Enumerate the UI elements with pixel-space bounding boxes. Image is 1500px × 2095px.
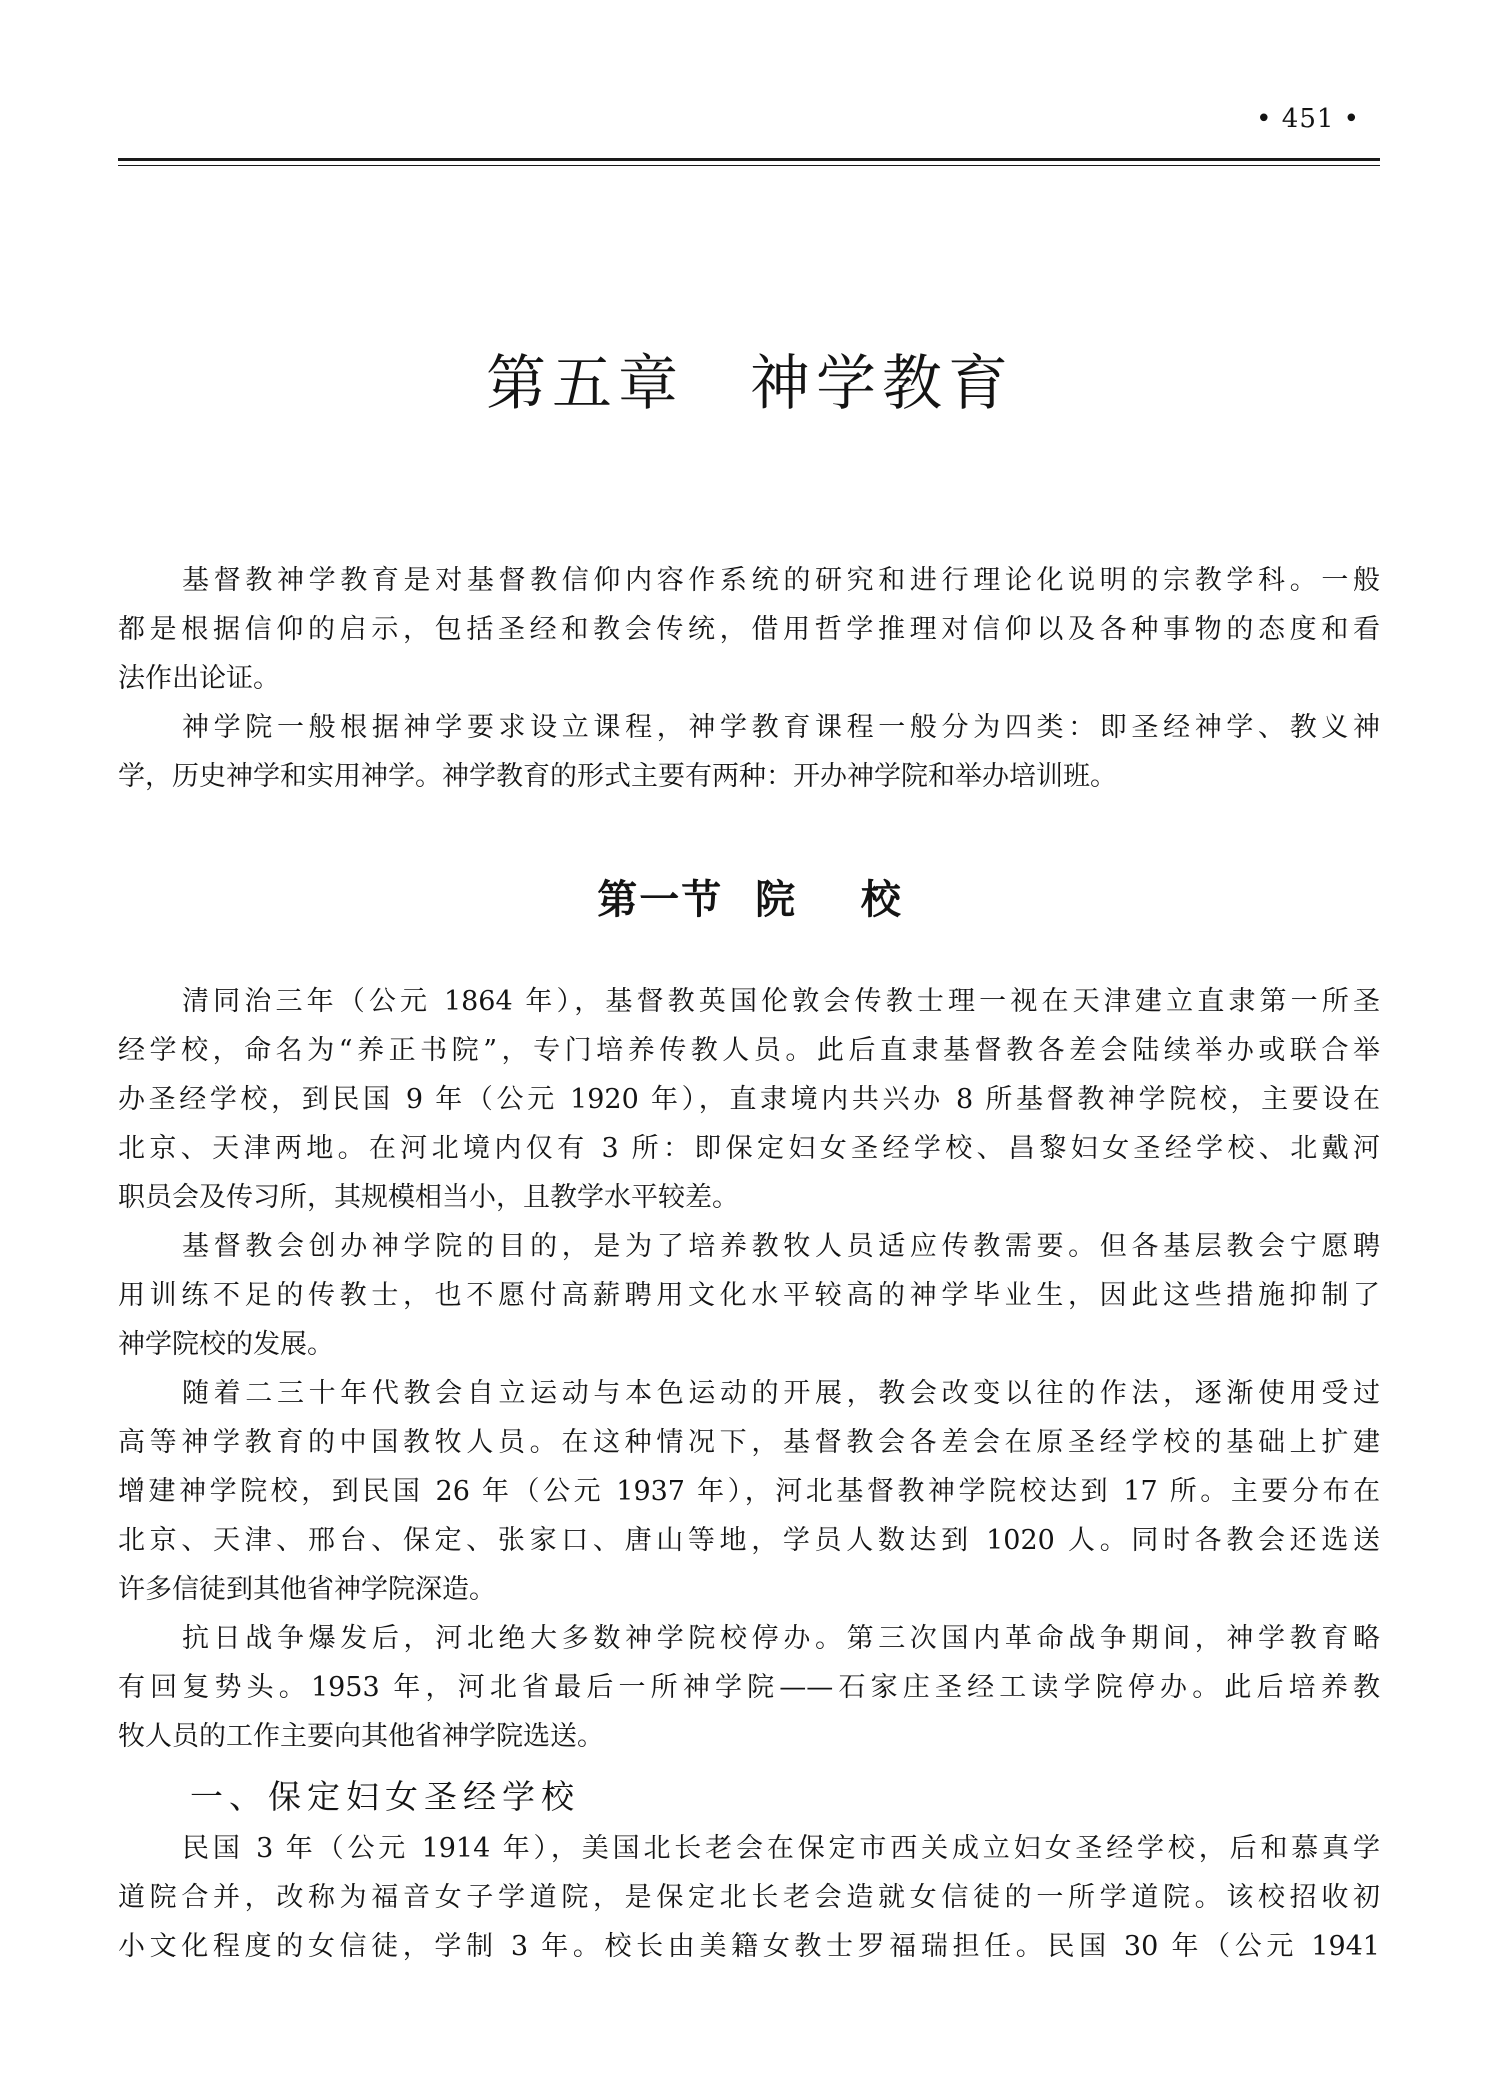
text-line: 清同治三年（公元 1864 年），基督教英国伦敦会传教士理一视在天津建立直隶第一所圣 — [182, 986, 1380, 1017]
text-line: 北京、天津、邢台、保定、张家口、唐山等地，学员人数达到 1020 人。同时各教会还选送 — [118, 1525, 1380, 1556]
text-line: 法作出论证。 — [118, 663, 280, 694]
chapter-title: 第五章 神学教育 — [486, 349, 1014, 419]
text-line: 学，历史神学和实用神学。神学教育的形式主要有两种：开办神学院和举办培训班。 — [118, 761, 1117, 792]
text-line: 神学院一般根据神学要求设立课程，神学教育课程一般分为四类：即圣经神学、教义神 — [182, 712, 1380, 743]
text-line: 基督教神学教育是对基督教信仰内容作系统的研究和进行理论化说明的宗教学科。一般 — [182, 565, 1380, 596]
subsection-title: 一、保定妇女圣经学校 — [190, 1777, 580, 1816]
text-line: 用训练不足的传教士，也不愿付高薪聘用文化水平较高的神学毕业生，因此这些措施抑制了 — [118, 1280, 1380, 1311]
text-line: 抗日战争爆发后，河北绝大多数神学院校停办。第三次国内革命战争期间，神学教育略 — [182, 1623, 1380, 1654]
page-number: • 451 • — [1256, 104, 1360, 134]
text-line: 基督教会创办神学院的目的，是为了培养教牧人员适应传教需要。但各基层教会宁愿聘 — [182, 1231, 1380, 1262]
text-line: 北京、天津两地。在河北境内仅有 3 所：即保定妇女圣经学校、昌黎妇女圣经学校、北戴河 — [118, 1133, 1380, 1164]
text-line: 道院合并，改称为福音女子学道院，是保定北长老会造就女信徒的一所学道院。该校招收初 — [118, 1882, 1380, 1913]
header-rule-thick — [118, 158, 1380, 161]
subsection-paragraphs — [118, 1824, 1380, 1971]
section-title: 第一节 院 校 — [597, 877, 903, 923]
text-line: 许多信徒到其他省神学院深造。 — [118, 1574, 496, 1605]
text-line: 办圣经学校，到民国 9 年（公元 1920 年），直隶境内共兴办 8 所基督教神学院校，主要设在 — [118, 1084, 1380, 1115]
header-rule-thin — [118, 165, 1380, 166]
text-line: 小文化程度的女信徒，学制 3 年。校长由美籍女教士罗福瑞担任。民国 30 年（公元 1941 — [118, 1931, 1380, 1962]
section-paragraphs — [118, 977, 1380, 1761]
text-line: 随着二三十年代教会自立运动与本色运动的开展，教会改变以往的作法，逐渐使用受过 — [182, 1378, 1380, 1409]
text-line: 都是根据信仰的启示，包括圣经和教会传统，借用哲学推理对信仰以及各种事物的态度和看 — [118, 614, 1380, 645]
text-line: 职员会及传习所，其规模相当小，且教学水平较差。 — [118, 1182, 739, 1213]
text-line: 神学院校的发展。 — [118, 1329, 334, 1360]
text-line: 经学校，命名为“养正书院”，专门培养传教人员。此后直隶基督教各差会陆续举办或联合举 — [118, 1035, 1380, 1066]
text-line: 民国 3 年（公元 1914 年），美国北长老会在保定市西关成立妇女圣经学校，后和慕真学 — [182, 1833, 1380, 1864]
text-line: 有回复势头。1953 年，河北省最后一所神学院——石家庄圣经工读学院停办。此后培养教 — [118, 1672, 1380, 1703]
text-line: 牧人员的工作主要向其他省神学院选送。 — [118, 1721, 604, 1752]
text-line: 增建神学院校，到民国 26 年（公元 1937 年），河北基督教神学院校达到 17 所。主要分布在 — [118, 1476, 1380, 1507]
intro-paragraphs — [118, 556, 1380, 801]
text-line: 高等神学教育的中国教牧人员。在这种情况下，基督教会各差会在原圣经学校的基础上扩建 — [118, 1427, 1380, 1458]
